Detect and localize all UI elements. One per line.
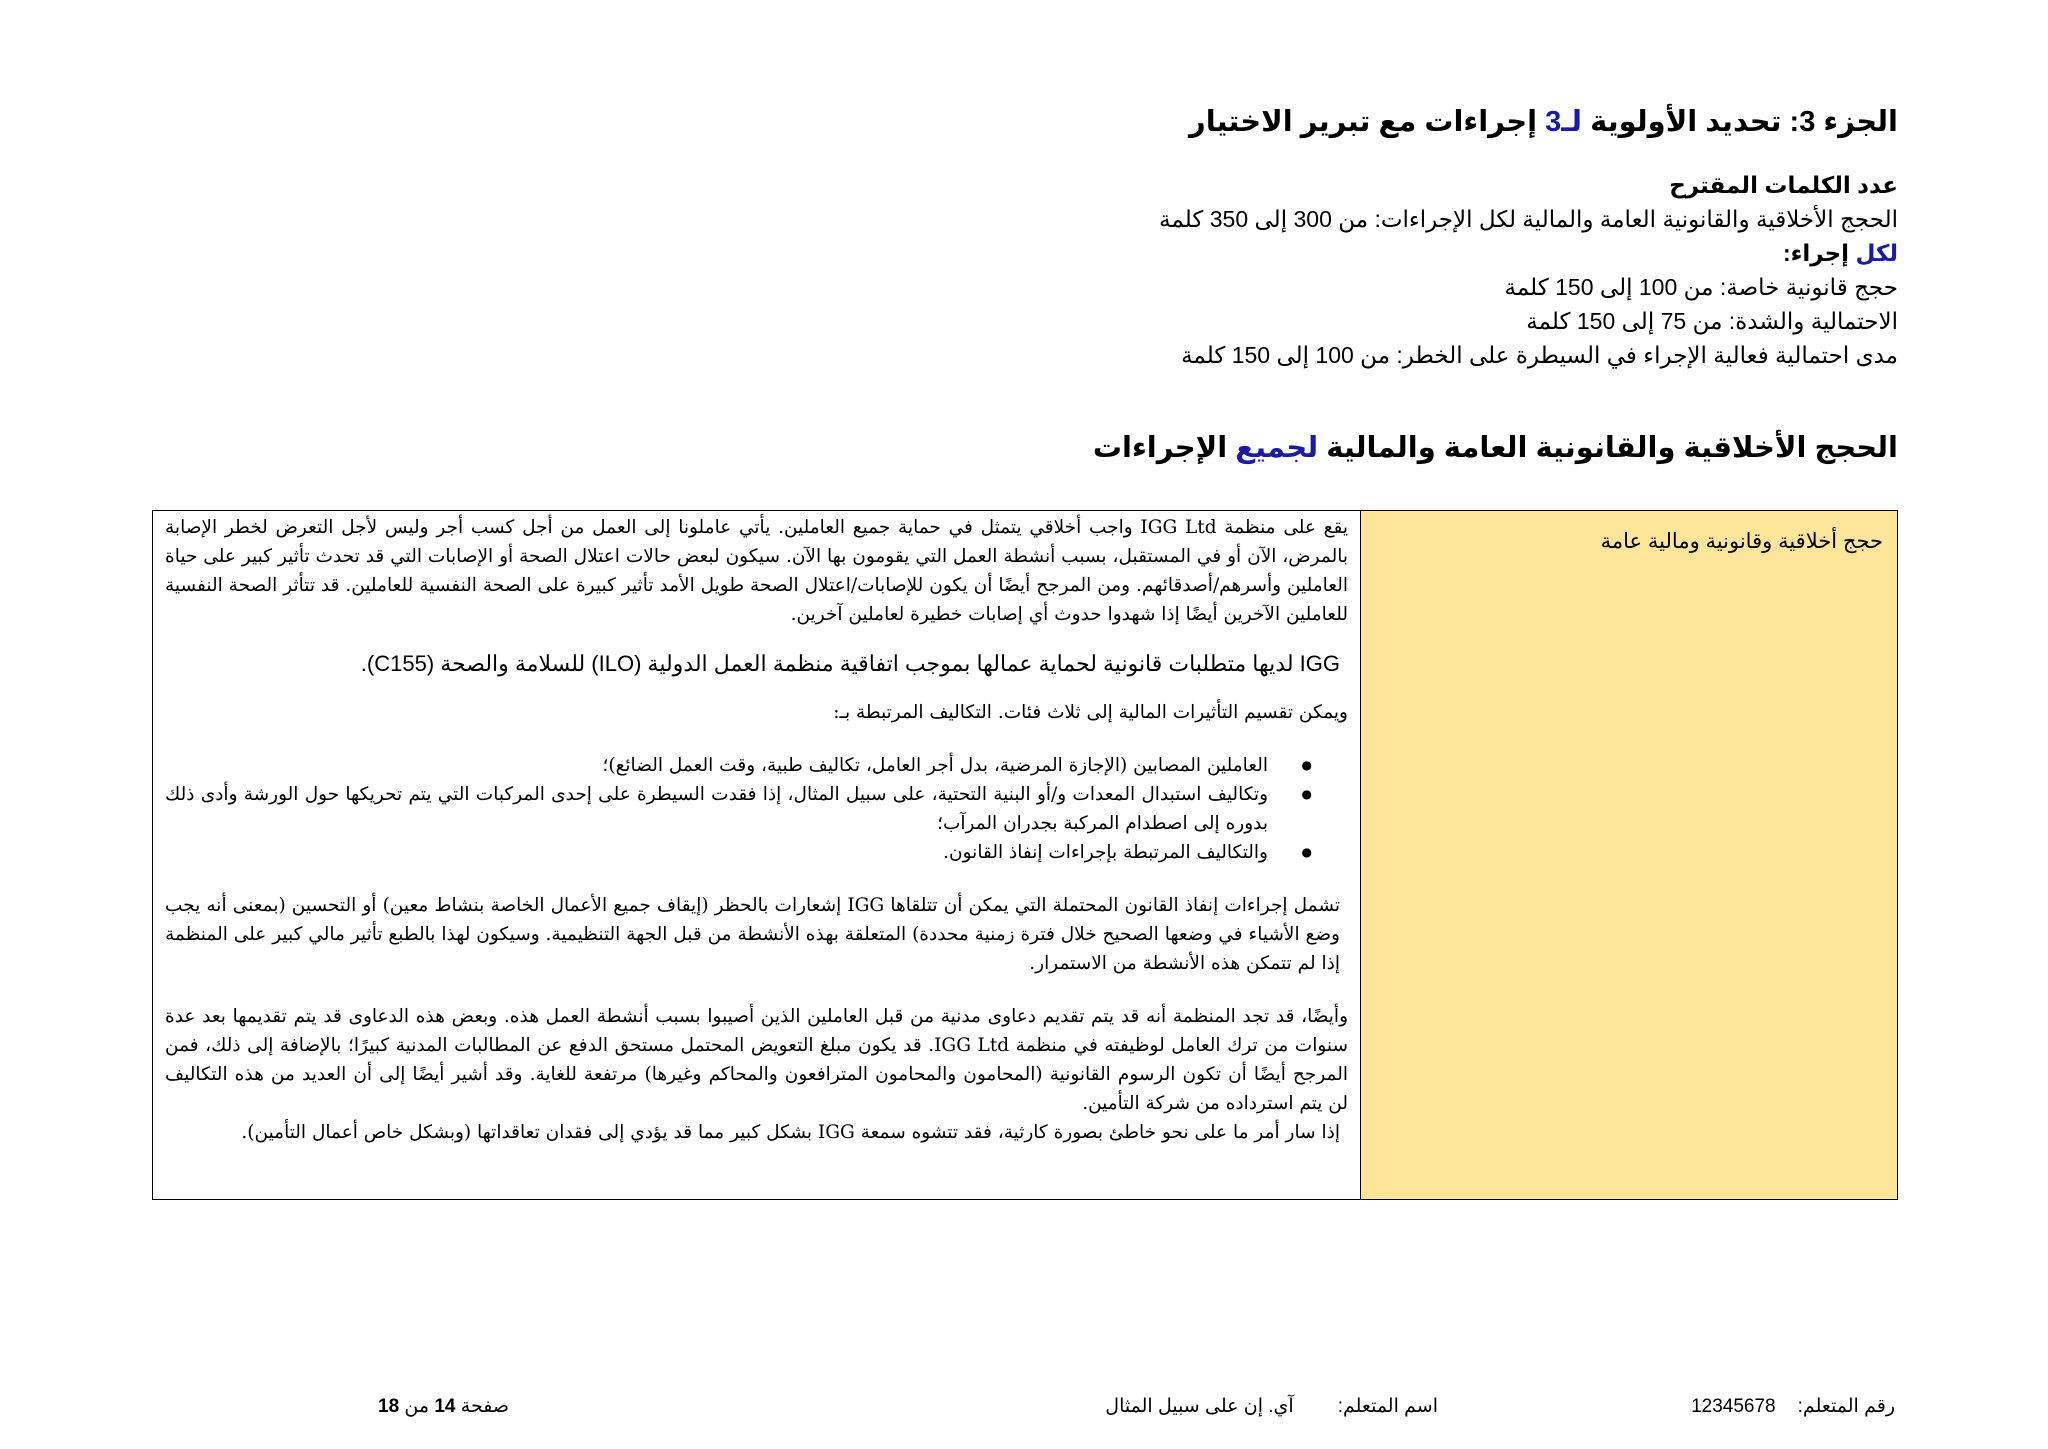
word-count-block: [152, 168, 1898, 372]
part3-heading-accent: لـ3: [1545, 106, 1583, 138]
page-word: صفحة: [460, 1396, 509, 1417]
word-count-each-suffix: إجراء:: [1782, 240, 1856, 266]
part3-heading-prefix: الجزء 3: تحديد الأولوية: [1582, 106, 1898, 138]
page-current: 14: [434, 1396, 456, 1417]
word-count-line-legal: حجج قانونية خاصة: من 100 إلى 150 كلمة: [1504, 274, 1898, 300]
cost-list-item: ● والتكاليف المرتبطة بإجراءات إنفاذ القانون.: [165, 838, 1268, 867]
arguments-body-cell: [153, 511, 1361, 1200]
footer-learner-number: [1691, 1395, 1895, 1418]
footer-learner-name: [1105, 1395, 1438, 1418]
part3-heading: [152, 104, 1898, 139]
footer-page-number: [378, 1395, 509, 1418]
arguments-table: [152, 510, 1898, 1200]
word-count-title: عدد الكلمات المقترح: [1669, 172, 1898, 198]
part3-heading-suffix: إجراءات مع تبرير الاختيار: [1189, 106, 1546, 138]
cost-list-item: ● العاملين المصابين (الإجازة المرضية، بدل أجر العامل، تكاليف طبية، وقت العمل الضائع)؛: [165, 751, 1268, 780]
cost-list-item: ● وتكاليف استبدال المعدات و/أو البنية التحتية، على سبيل المثال، إذا فقدت السيطرة على إحدى المركبات التي يتم تحريكها حول الورشة وأدى ذلك بدوره إلى اصطدام المركبة بجدران المرآب؛: [165, 780, 1268, 838]
arguments-label-cell: حجج أخلاقية وقانونية ومالية عامة: [1361, 511, 1898, 1200]
legal-paragraph: IGG لديها متطلبات قانونية لحماية عمالها بموجب اتفاقية منظمة العمل الدولية (ILO) للسلامة والصحة (C155).: [360, 651, 1340, 676]
word-count-each-heading: [152, 236, 1898, 270]
civil-claims-paragraph: وأيضًا، قد تجد المنظمة أنه قد يتم تقديم دعاوى مدنية من قبل العاملين الذين أصيبوا بسبب أنشطة العمل هذه. وبعض هذه الدعاوى قد يتم تقديمها بعد عدة سنوات من ترك العامل لوظيفته في منظمة IGG Ltd. قد يكون مبلغ التعويض المحتمل مستحق الدفع عن المطالبات المدنية كبيرًا؛ بالإضافة إلى ذلك، فمن المرجح أيضًا أن تكون الرسوم القانونية (المحامون والمحامون المترافعون والمحاكم وغيرها) مرتفعة للغاية. وقد أشير أيضًا إلى أن العديد من هذه التكاليف لن يتم استرداده من شركة التأمين.: [165, 1006, 1349, 1114]
learner-name-value: آي. إن على سبيل المثال: [1105, 1396, 1294, 1417]
word-count-line-effectiveness: مدى احتمالية فعالية الإجراء في السيطرة على الخطر: من 100 إلى 150 كلمة: [1181, 342, 1898, 368]
word-count-line-likelihood: الاحتمالية والشدة: من 75 إلى 150 كلمة: [1526, 308, 1898, 334]
learner-name-label: اسم المتعلم:: [1337, 1396, 1438, 1417]
learner-number-label: رقم المتعلم:: [1797, 1396, 1895, 1417]
all-actions-heading-suffix: الإجراءات: [1092, 432, 1236, 464]
moral-paragraph: يقع على منظمة IGG Ltd واجب أخلاقي يتمثل في حماية جميع العاملين. يأتي عاملونا إلى العمل من أجل كسب أجر وليس لأجل التعرض لخطر الإصابة بالمرض، الآن أو في المستقبل، بسبب أنشطة العمل التي يقومون بها الآن. سيكون لبعض حالات اعتلال الصحة أو الإصابات التي قد تحدث تأثير كبير على حياة العاملين وأسرهم/أصدقائهم. ومن المرجح أيضًا أن يكون للإصابات/اعتلال الصحة طويل الأمد تأثير كبيرة على الصحة النفسية للعاملين. قد تتأثر الصحة النفسية للعاملين الآخرين أيضًا إذا شهدوا حدوث أي إصابات خطيرة لعاملين آخرين.: [165, 517, 1348, 625]
financial-intro: ويمكن تقسيم التأثيرات المالية إلى ثلاث فئات. التكاليف المرتبطة بـ:: [833, 702, 1348, 723]
page-of: من: [404, 1396, 430, 1417]
arguments-row: [153, 511, 1898, 1200]
all-actions-heading-accent: لجميع: [1235, 432, 1319, 464]
cost-list: [165, 751, 1348, 867]
word-count-each-accent: لكل: [1855, 240, 1898, 266]
page-total: 18: [378, 1396, 400, 1417]
enforcement-paragraph: تشمل إجراءات إنفاذ القانون المحتملة التي يمكن أن تتلقاها IGG إشعارات بالحظر (إيقاف جميع الأعمال الخاصة بنشاط معين) أو التحسين (بمعنى أنه يجب وضع الأشياء في وضعها الصحيح خلال فترة زمنية محددة) المتعلقة بهذه الأنشطة من قبل الجهة التنظيمية. وسيكون لهذا بالطبع تأثير مالي كبير على المنظمة إذا لم تتمكن هذه الأنشطة من الاستمرار.: [165, 895, 1340, 974]
all-actions-heading-prefix: الحجج الأخلاقية والقانونية العامة والمالية: [1318, 432, 1898, 464]
learner-number-value: 12345678: [1691, 1396, 1776, 1417]
reputation-paragraph: إذا سار أمر ما على نحو خاطئ بصورة كارثية، فقد تتشوه سمعة IGG بشكل كبير مما قد يؤدي إلى فقدان تعاقداتها (وبشكل خاص أعمال التأمين).: [241, 1122, 1340, 1143]
word-count-overall: الحجج الأخلاقية والقانونية العامة والمالية لكل الإجراءات: من 300 إلى 350 كلمة: [1159, 206, 1898, 232]
all-actions-heading: [152, 430, 1898, 465]
